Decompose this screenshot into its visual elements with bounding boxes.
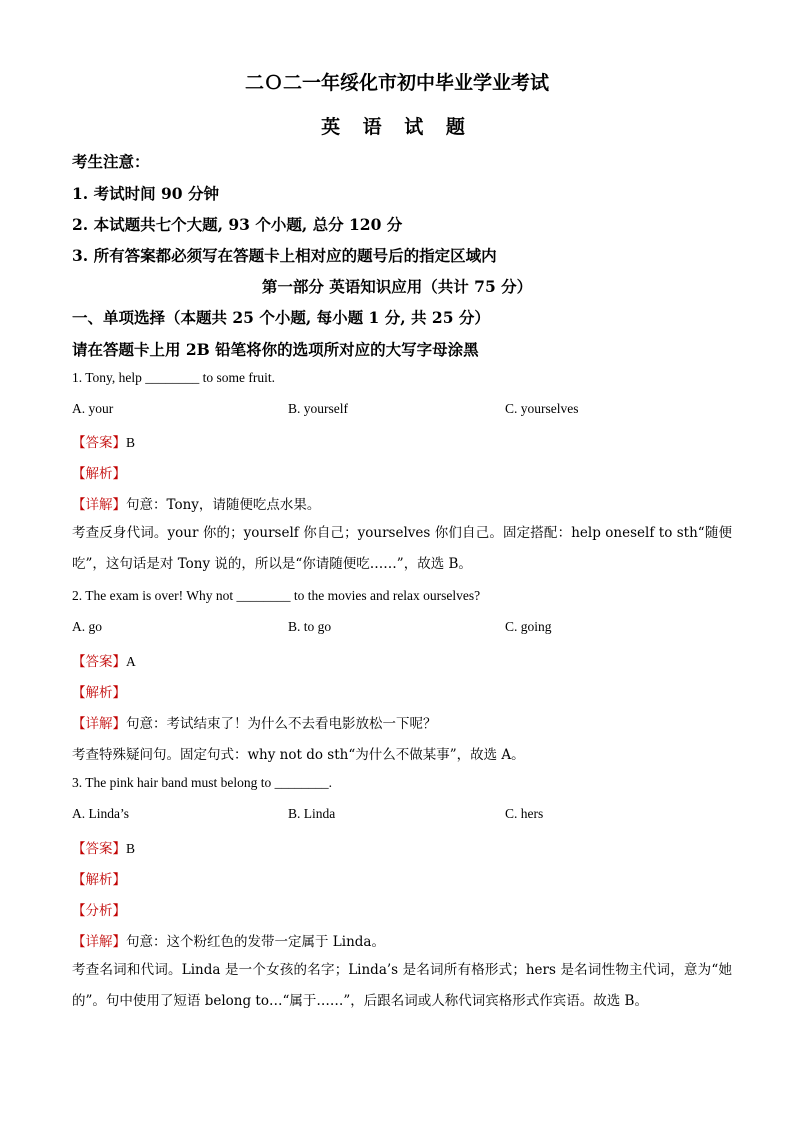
exam-subtitle: 英 语 试 题 bbox=[321, 116, 473, 138]
notice-item: 3. 所有答案都必须写在答题卡上相对应的题号后的指定区域内 bbox=[72, 246, 497, 265]
notice-item: 2. 本试题共七个大题, 93 个小题, 总分 120 分 bbox=[72, 215, 403, 234]
detail-label: 【详解】 bbox=[72, 497, 126, 513]
detail-text: 句意：考试结束了！为什么不去看电影放松一下呢？ bbox=[126, 716, 437, 732]
answer-value: B bbox=[126, 435, 136, 450]
fenxi-label: 【分析】 bbox=[72, 903, 126, 919]
option-b: B. Linda bbox=[288, 806, 336, 821]
analysis-line bbox=[72, 462, 126, 482]
detail-label: 【详解】 bbox=[72, 716, 126, 732]
detail-line bbox=[72, 712, 437, 732]
question-stem: 3. The pink hair band must belong to ________. bbox=[72, 775, 332, 790]
option-a: A. go bbox=[72, 619, 102, 634]
option-b: B. yourself bbox=[288, 401, 348, 416]
answer-label: 【答案】 bbox=[72, 654, 126, 670]
detail-text: 句意：这个粉红色的发带一定属于 Linda。 bbox=[126, 934, 385, 950]
analysis-label: 【解析】 bbox=[72, 685, 126, 701]
explanation-text: 考查特殊疑问句。固定句式：why not do sth“为什么不做某事”，故选 A。 bbox=[72, 747, 525, 763]
section-title: 一、单项选择（本题共 25 个小题, 每小题 1 分, 共 25 分） bbox=[72, 308, 490, 327]
option-a: A. your bbox=[72, 401, 114, 416]
option-c: C. hers bbox=[505, 806, 544, 821]
detail-line bbox=[72, 930, 385, 950]
fenxi-line bbox=[72, 899, 126, 919]
question-stem: 1. Tony, help ________ to some fruit. bbox=[72, 370, 276, 385]
detail-line bbox=[72, 493, 320, 513]
explanation-text: 考查反身代词。your 你的；yourself 你自己；yourselves 你们自己。固定搭配：help oneself to sth“随便吃”，这句话是对 Tony 说的，所以是“你请随便吃……”，故选 B。 bbox=[72, 525, 732, 572]
exam-title: 二Ｏ二一年绥化市初中毕业学业考试 bbox=[244, 72, 549, 94]
analysis-line bbox=[72, 681, 126, 701]
answer-label: 【答案】 bbox=[72, 435, 126, 451]
answer-line bbox=[72, 837, 135, 857]
analysis-line bbox=[72, 868, 126, 888]
notice-heading: 考生注意： bbox=[72, 152, 150, 171]
answer-line bbox=[72, 650, 136, 670]
option-b: B. to go bbox=[288, 619, 332, 634]
answer-value: B bbox=[126, 841, 136, 856]
explanation-text: 考查名词和代词。Linda 是一个女孩的名字；Linda’s 是名词所有格形式；hers 是名词性物主代词，意为“她的”。句中使用了短语 belong to…“属于……”，后跟名词或人称代词宾格形式作宾语。故选 B。 bbox=[72, 962, 732, 1009]
answer-line bbox=[72, 431, 135, 451]
part-title: 第一部分 英语知识应用（共计 75 分） bbox=[261, 277, 533, 296]
analysis-label: 【解析】 bbox=[72, 872, 126, 888]
option-c: C. yourselves bbox=[505, 401, 579, 416]
option-c: C. going bbox=[505, 619, 552, 634]
question-stem: 2. The exam is over! Why not ________ to the movies and relax ourselves? bbox=[72, 588, 481, 603]
answer-label: 【答案】 bbox=[72, 841, 126, 857]
detail-label: 【详解】 bbox=[72, 934, 126, 950]
notice-item: 1. 考试时间 90 分钟 bbox=[72, 184, 219, 203]
answer-value: A bbox=[126, 654, 136, 669]
detail-text: 句意：Tony，请随便吃点水果。 bbox=[126, 497, 321, 513]
section-instruction: 请在答题卡上用 2B 铅笔将你的选项所对应的大写字母涂黑 bbox=[72, 340, 479, 359]
option-a: A. Linda’s bbox=[72, 806, 129, 821]
analysis-label: 【解析】 bbox=[72, 466, 126, 482]
